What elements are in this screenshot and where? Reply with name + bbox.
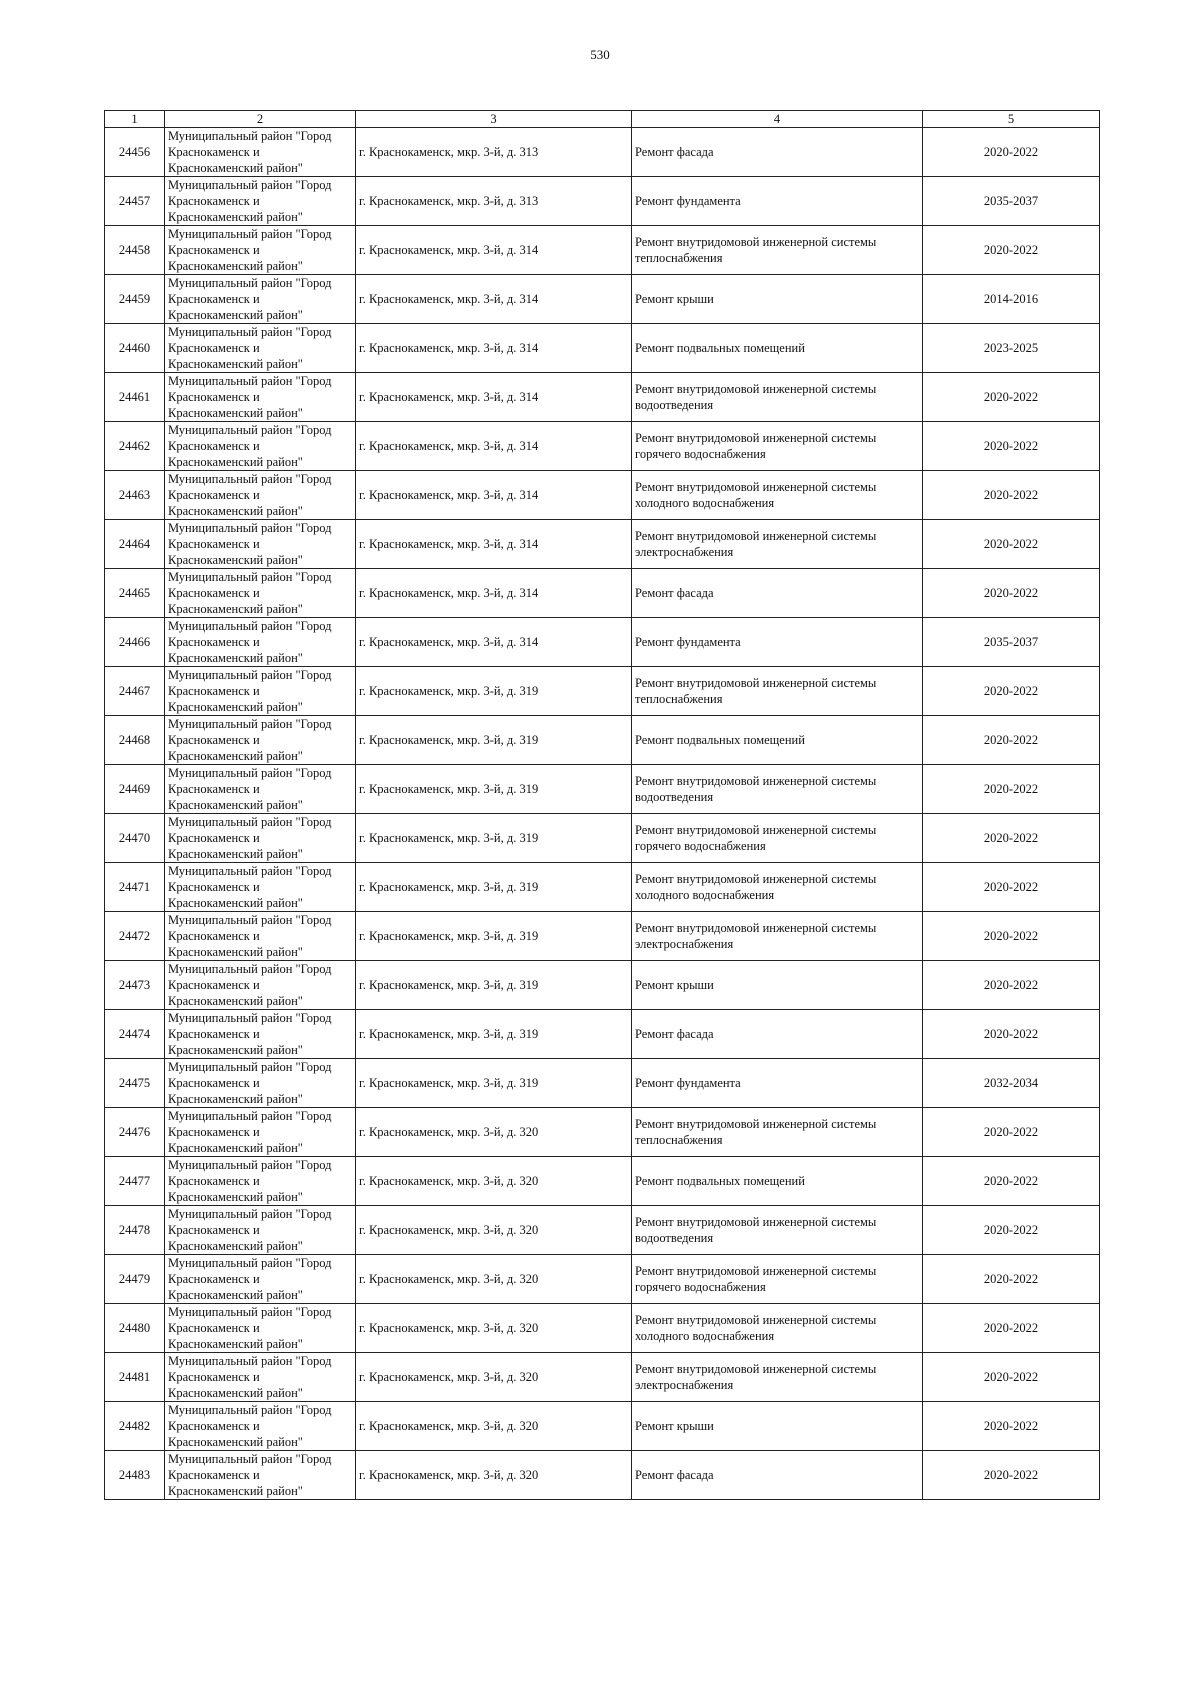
period-cell: 2020-2022 — [923, 471, 1100, 520]
row-number-cell: 24483 — [105, 1451, 165, 1500]
period-cell: 2020-2022 — [923, 373, 1100, 422]
period-cell: 2020-2022 — [923, 520, 1100, 569]
address-cell: г. Краснокаменск, мкр. 3-й, д. 320 — [356, 1157, 632, 1206]
work-type-cell: Ремонт внутридомовой инженерной системы теплоснабжения — [632, 226, 923, 275]
municipality-cell: Муниципальный район "Город Краснокаменск и Краснокаменский район" — [165, 1353, 356, 1402]
period-cell: 2014-2016 — [923, 275, 1100, 324]
municipality-cell: Муниципальный район "Город Краснокаменск и Краснокаменский район" — [165, 373, 356, 422]
period-cell: 2020-2022 — [923, 1108, 1100, 1157]
address-cell: г. Краснокаменск, мкр. 3-й, д. 319 — [356, 961, 632, 1010]
period-cell: 2020-2022 — [923, 128, 1100, 177]
table-row — [105, 1108, 1100, 1157]
work-type-cell: Ремонт внутридомовой инженерной системы теплоснабжения — [632, 1108, 923, 1157]
work-type-cell: Ремонт подвальных помещений — [632, 716, 923, 765]
address-cell: г. Краснокаменск, мкр. 3-й, д. 319 — [356, 912, 632, 961]
address-cell: г. Краснокаменск, мкр. 3-й, д. 319 — [356, 863, 632, 912]
row-number-cell: 24474 — [105, 1010, 165, 1059]
municipality-cell: Муниципальный район "Город Краснокаменск и Краснокаменский район" — [165, 422, 356, 471]
period-cell: 2035-2037 — [923, 618, 1100, 667]
table-row — [105, 471, 1100, 520]
municipality-cell: Муниципальный район "Город Краснокаменск и Краснокаменский район" — [165, 1010, 356, 1059]
table-row — [105, 618, 1100, 667]
address-cell: г. Краснокаменск, мкр. 3-й, д. 320 — [356, 1353, 632, 1402]
row-number-cell: 24480 — [105, 1304, 165, 1353]
table-row — [105, 1059, 1100, 1108]
period-cell: 2032-2034 — [923, 1059, 1100, 1108]
table-row — [105, 373, 1100, 422]
work-type-cell: Ремонт подвальных помещений — [632, 1157, 923, 1206]
municipality-cell: Муниципальный район "Город Краснокаменск и Краснокаменский район" — [165, 1206, 356, 1255]
period-cell: 2020-2022 — [923, 1353, 1100, 1402]
municipality-cell: Муниципальный район "Город Краснокаменск и Краснокаменский район" — [165, 471, 356, 520]
work-type-cell: Ремонт подвальных помещений — [632, 324, 923, 373]
row-number-cell: 24464 — [105, 520, 165, 569]
table-row — [105, 912, 1100, 961]
work-type-cell: Ремонт фасада — [632, 128, 923, 177]
table-row — [105, 324, 1100, 373]
table-row — [105, 1255, 1100, 1304]
page-number: 530 — [590, 47, 610, 62]
work-type-cell: Ремонт внутридомовой инженерной системы холодного водоснабжения — [632, 471, 923, 520]
work-type-cell: Ремонт фасада — [632, 569, 923, 618]
municipality-cell: Муниципальный район "Город Краснокаменск и Краснокаменский район" — [165, 1304, 356, 1353]
municipality-cell: Муниципальный район "Город Краснокаменск и Краснокаменский район" — [165, 275, 356, 324]
municipality-cell: Муниципальный район "Город Краснокаменск и Краснокаменский район" — [165, 1059, 356, 1108]
work-schedule-table — [104, 110, 1100, 1500]
municipality-cell: Муниципальный район "Город Краснокаменск и Краснокаменский район" — [165, 1451, 356, 1500]
period-cell: 2020-2022 — [923, 226, 1100, 275]
table-row — [105, 961, 1100, 1010]
address-cell: г. Краснокаменск, мкр. 3-й, д. 313 — [356, 177, 632, 226]
row-number-cell: 24476 — [105, 1108, 165, 1157]
row-number-cell: 24472 — [105, 912, 165, 961]
municipality-cell: Муниципальный район "Город Краснокаменск и Краснокаменский район" — [165, 520, 356, 569]
address-cell: г. Краснокаменск, мкр. 3-й, д. 314 — [356, 373, 632, 422]
period-cell: 2020-2022 — [923, 814, 1100, 863]
table-row — [105, 128, 1100, 177]
work-type-cell: Ремонт фасада — [632, 1451, 923, 1500]
table-row — [105, 765, 1100, 814]
table-row — [105, 1157, 1100, 1206]
table-row — [105, 1451, 1100, 1500]
municipality-cell: Муниципальный район "Город Краснокаменск и Краснокаменский район" — [165, 961, 356, 1010]
table-row — [105, 520, 1100, 569]
address-cell: г. Краснокаменск, мкр. 3-й, д. 319 — [356, 1010, 632, 1059]
work-type-cell: Ремонт внутридомовой инженерной системы холодного водоснабжения — [632, 863, 923, 912]
municipality-cell: Муниципальный район "Город Краснокаменск и Краснокаменский район" — [165, 128, 356, 177]
work-type-cell: Ремонт фундамента — [632, 618, 923, 667]
period-cell: 2020-2022 — [923, 1010, 1100, 1059]
address-cell: г. Краснокаменск, мкр. 3-й, д. 319 — [356, 667, 632, 716]
address-cell: г. Краснокаменск, мкр. 3-й, д. 320 — [356, 1255, 632, 1304]
row-number-cell: 24479 — [105, 1255, 165, 1304]
table-row — [105, 1402, 1100, 1451]
row-number-cell: 24457 — [105, 177, 165, 226]
table-row — [105, 667, 1100, 716]
municipality-cell: Муниципальный район "Город Краснокаменск и Краснокаменский район" — [165, 1157, 356, 1206]
table-row — [105, 177, 1100, 226]
work-type-cell: Ремонт фундамента — [632, 177, 923, 226]
work-type-cell: Ремонт внутридомовой инженерной системы электроснабжения — [632, 1353, 923, 1402]
address-cell: г. Краснокаменск, мкр. 3-й, д. 314 — [356, 324, 632, 373]
period-cell: 2020-2022 — [923, 765, 1100, 814]
work-type-cell: Ремонт внутридомовой инженерной системы горячего водоснабжения — [632, 422, 923, 471]
row-number-cell: 24478 — [105, 1206, 165, 1255]
address-cell: г. Краснокаменск, мкр. 3-й, д. 314 — [356, 569, 632, 618]
table-body — [105, 128, 1100, 1500]
address-cell: г. Краснокаменск, мкр. 3-й, д. 313 — [356, 128, 632, 177]
municipality-cell: Муниципальный район "Город Краснокаменск и Краснокаменский район" — [165, 226, 356, 275]
work-type-cell: Ремонт крыши — [632, 961, 923, 1010]
period-cell: 2023-2025 — [923, 324, 1100, 373]
municipality-cell: Муниципальный район "Город Краснокаменск и Краснокаменский район" — [165, 716, 356, 765]
header-col-1: 1 — [105, 111, 165, 128]
work-type-cell: Ремонт внутридомовой инженерной системы холодного водоснабжения — [632, 1304, 923, 1353]
row-number-cell: 24466 — [105, 618, 165, 667]
table-row — [105, 422, 1100, 471]
work-type-cell: Ремонт внутридомовой инженерной системы водоотведения — [632, 1206, 923, 1255]
row-number-cell: 24475 — [105, 1059, 165, 1108]
table-row — [105, 226, 1100, 275]
address-cell: г. Краснокаменск, мкр. 3-й, д. 320 — [356, 1108, 632, 1157]
row-number-cell: 24463 — [105, 471, 165, 520]
row-number-cell: 24468 — [105, 716, 165, 765]
header-col-2: 2 — [165, 111, 356, 128]
work-type-cell: Ремонт внутридомовой инженерной системы горячего водоснабжения — [632, 814, 923, 863]
row-number-cell: 24462 — [105, 422, 165, 471]
row-number-cell: 24471 — [105, 863, 165, 912]
table-row — [105, 814, 1100, 863]
table-header — [105, 111, 1100, 128]
address-cell: г. Краснокаменск, мкр. 3-й, д. 314 — [356, 422, 632, 471]
period-cell: 2020-2022 — [923, 716, 1100, 765]
municipality-cell: Муниципальный район "Город Краснокаменск и Краснокаменский район" — [165, 324, 356, 373]
address-cell: г. Краснокаменск, мкр. 3-й, д. 319 — [356, 1059, 632, 1108]
row-number-cell: 24467 — [105, 667, 165, 716]
row-number-cell: 24469 — [105, 765, 165, 814]
work-type-cell: Ремонт внутридомовой инженерной системы водоотведения — [632, 765, 923, 814]
row-number-cell: 24482 — [105, 1402, 165, 1451]
work-type-cell: Ремонт внутридомовой инженерной системы электроснабжения — [632, 520, 923, 569]
row-number-cell: 24458 — [105, 226, 165, 275]
period-cell: 2020-2022 — [923, 422, 1100, 471]
period-cell: 2020-2022 — [923, 1157, 1100, 1206]
period-cell: 2035-2037 — [923, 177, 1100, 226]
row-number-cell: 24460 — [105, 324, 165, 373]
period-cell: 2020-2022 — [923, 1206, 1100, 1255]
municipality-cell: Муниципальный район "Город Краснокаменск и Краснокаменский район" — [165, 863, 356, 912]
row-number-cell: 24461 — [105, 373, 165, 422]
municipality-cell: Муниципальный район "Город Краснокаменск и Краснокаменский район" — [165, 177, 356, 226]
municipality-cell: Муниципальный район "Город Краснокаменск и Краснокаменский район" — [165, 618, 356, 667]
table-row — [105, 275, 1100, 324]
table-row — [105, 1206, 1100, 1255]
address-cell: г. Краснокаменск, мкр. 3-й, д. 319 — [356, 716, 632, 765]
row-number-cell: 24470 — [105, 814, 165, 863]
period-cell: 2020-2022 — [923, 569, 1100, 618]
address-cell: г. Краснокаменск, мкр. 3-й, д. 320 — [356, 1451, 632, 1500]
address-cell: г. Краснокаменск, мкр. 3-й, д. 314 — [356, 226, 632, 275]
municipality-cell: Муниципальный район "Город Краснокаменск и Краснокаменский район" — [165, 1108, 356, 1157]
municipality-cell: Муниципальный район "Город Краснокаменск и Краснокаменский район" — [165, 667, 356, 716]
row-number-cell: 24456 — [105, 128, 165, 177]
period-cell: 2020-2022 — [923, 863, 1100, 912]
work-type-cell: Ремонт крыши — [632, 275, 923, 324]
period-cell: 2020-2022 — [923, 1402, 1100, 1451]
period-cell: 2020-2022 — [923, 1304, 1100, 1353]
work-type-cell: Ремонт фасада — [632, 1010, 923, 1059]
header-col-5: 5 — [923, 111, 1100, 128]
table-row — [105, 569, 1100, 618]
row-number-cell: 24481 — [105, 1353, 165, 1402]
period-cell: 2020-2022 — [923, 667, 1100, 716]
work-type-cell: Ремонт внутридомовой инженерной системы водоотведения — [632, 373, 923, 422]
table-row — [105, 1353, 1100, 1402]
address-cell: г. Краснокаменск, мкр. 3-й, д. 320 — [356, 1206, 632, 1255]
header-col-3: 3 — [356, 111, 632, 128]
period-cell: 2020-2022 — [923, 1255, 1100, 1304]
work-type-cell: Ремонт внутридомовой инженерной системы электроснабжения — [632, 912, 923, 961]
municipality-cell: Муниципальный район "Город Краснокаменск и Краснокаменский район" — [165, 1255, 356, 1304]
municipality-cell: Муниципальный район "Город Краснокаменск и Краснокаменский район" — [165, 569, 356, 618]
table-row — [105, 863, 1100, 912]
address-cell: г. Краснокаменск, мкр. 3-й, д. 314 — [356, 471, 632, 520]
address-cell: г. Краснокаменск, мкр. 3-й, д. 319 — [356, 765, 632, 814]
work-type-cell: Ремонт крыши — [632, 1402, 923, 1451]
table-row — [105, 1304, 1100, 1353]
address-cell: г. Краснокаменск, мкр. 3-й, д. 314 — [356, 618, 632, 667]
row-number-cell: 24473 — [105, 961, 165, 1010]
work-type-cell: Ремонт внутридомовой инженерной системы теплоснабжения — [632, 667, 923, 716]
table-row — [105, 716, 1100, 765]
work-type-cell: Ремонт фундамента — [632, 1059, 923, 1108]
work-type-cell: Ремонт внутридомовой инженерной системы горячего водоснабжения — [632, 1255, 923, 1304]
period-cell: 2020-2022 — [923, 912, 1100, 961]
row-number-cell: 24459 — [105, 275, 165, 324]
address-cell: г. Краснокаменск, мкр. 3-й, д. 319 — [356, 814, 632, 863]
header-row — [105, 111, 1100, 128]
row-number-cell: 24465 — [105, 569, 165, 618]
header-col-4: 4 — [632, 111, 923, 128]
municipality-cell: Муниципальный район "Город Краснокаменск и Краснокаменский район" — [165, 912, 356, 961]
municipality-cell: Муниципальный район "Город Краснокаменск и Краснокаменский район" — [165, 1402, 356, 1451]
address-cell: г. Краснокаменск, мкр. 3-й, д. 314 — [356, 520, 632, 569]
municipality-cell: Муниципальный район "Город Краснокаменск и Краснокаменский район" — [165, 814, 356, 863]
table-row — [105, 1010, 1100, 1059]
address-cell: г. Краснокаменск, мкр. 3-й, д. 320 — [356, 1304, 632, 1353]
municipality-cell: Муниципальный район "Город Краснокаменск и Краснокаменский район" — [165, 765, 356, 814]
row-number-cell: 24477 — [105, 1157, 165, 1206]
address-cell: г. Краснокаменск, мкр. 3-й, д. 320 — [356, 1402, 632, 1451]
address-cell: г. Краснокаменск, мкр. 3-й, д. 314 — [356, 275, 632, 324]
period-cell: 2020-2022 — [923, 961, 1100, 1010]
period-cell: 2020-2022 — [923, 1451, 1100, 1500]
